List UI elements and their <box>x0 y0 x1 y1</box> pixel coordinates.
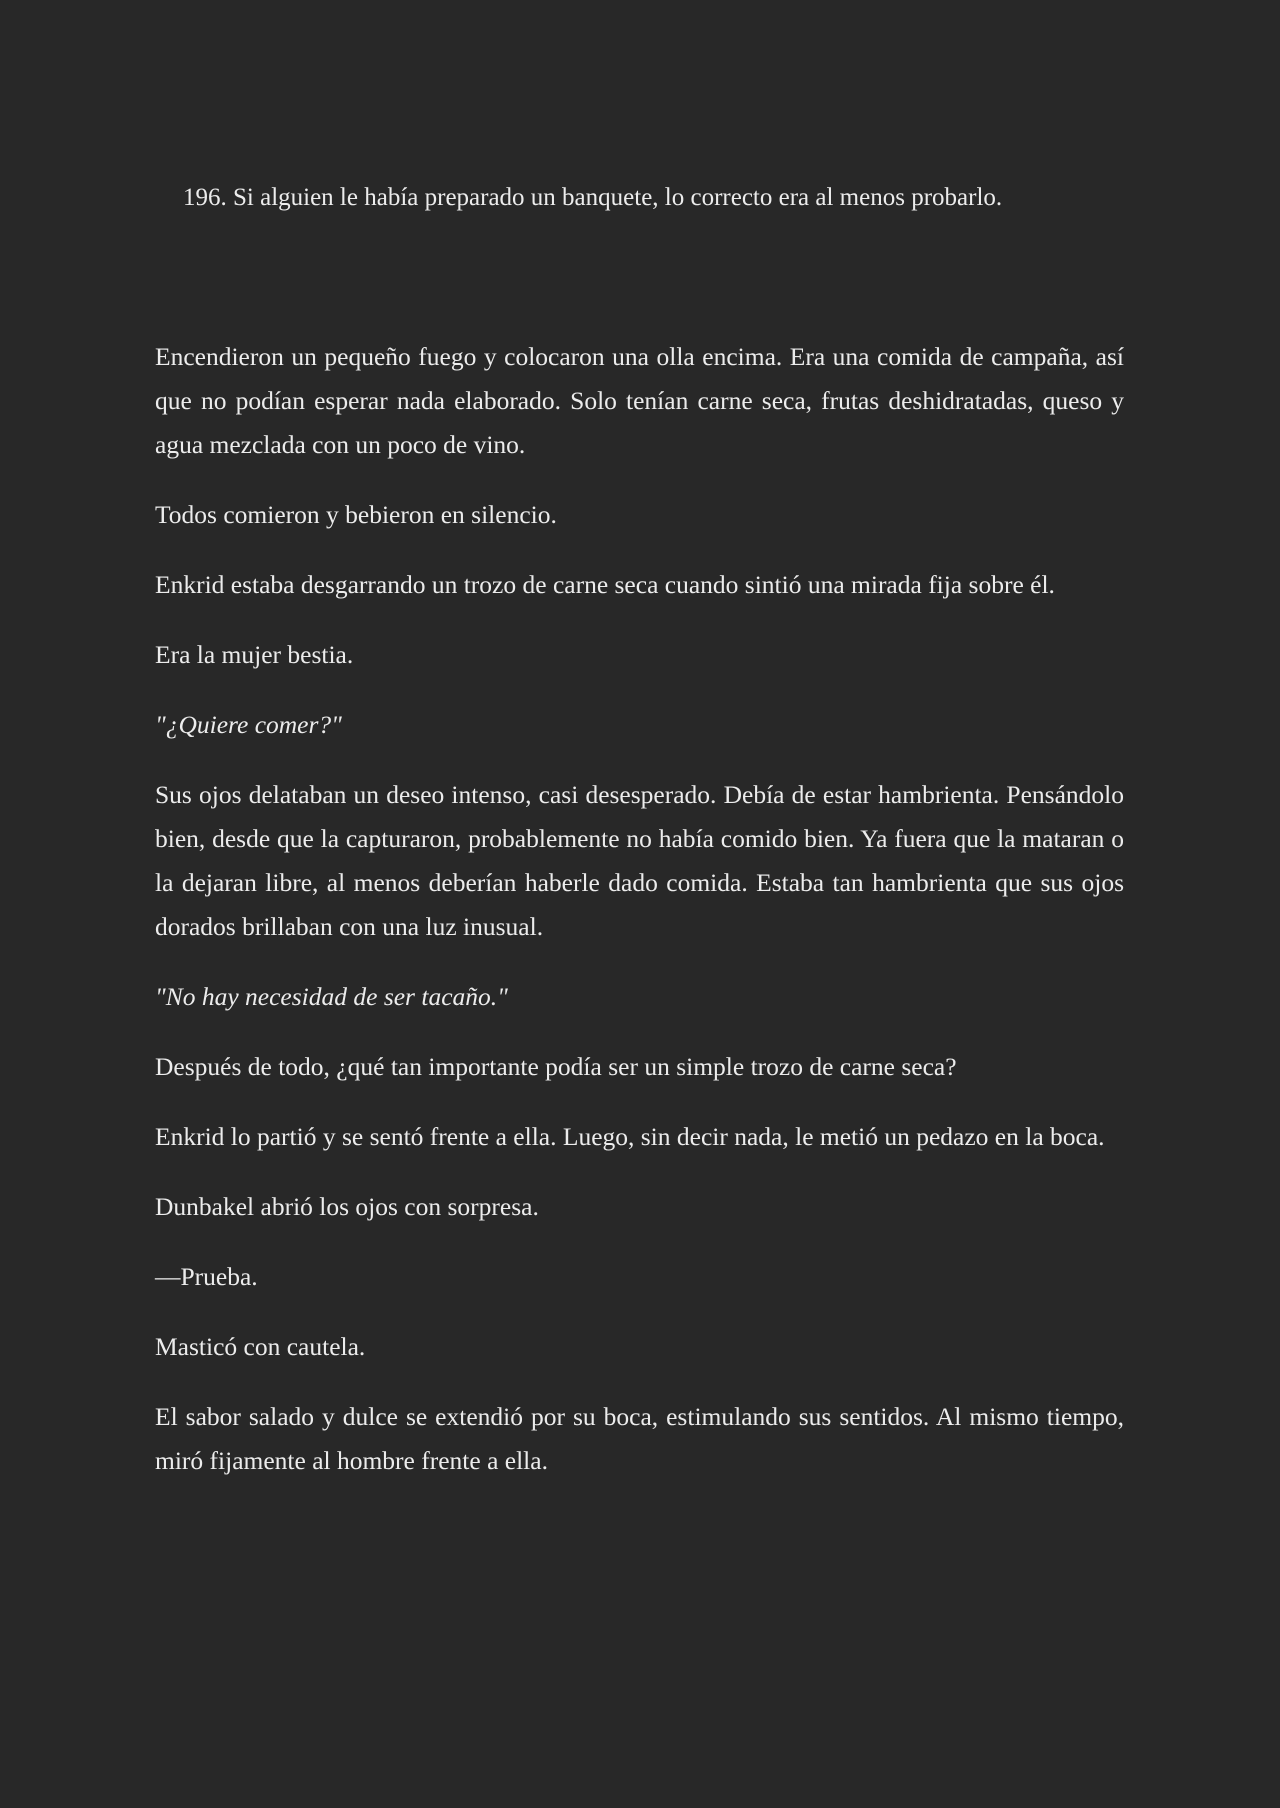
paragraph: Dunbakel abrió los ojos con sorpresa. <box>155 1192 539 1221</box>
paragraph: Encendieron un pequeño fuego y colocaron una olla encima. Era una comida de campaña, así que no podían esperar nada elaborado. Solo tenían carne seca, frutas deshidratadas, queso y agua mezclada con un poco de vino. <box>155 342 1124 459</box>
thought-paragraph: "No hay necesidad de ser tacaño." <box>155 982 508 1011</box>
chapter-body <box>155 335 1124 1509</box>
chapter-title: 196. Si alguien le había preparado un banquete, lo correcto era al menos probarlo. <box>183 184 1003 211</box>
paragraph: Después de todo, ¿qué tan importante podía ser un simple trozo de carne seca? <box>155 1052 957 1081</box>
paragraph: Enkrid lo partió y se sentó frente a ella. Luego, sin decir nada, le metió un pedazo en la boca. <box>155 1122 1105 1151</box>
thought-paragraph: "¿Quiere comer?" <box>155 710 342 739</box>
paragraph: Sus ojos delataban un deseo intenso, casi desesperado. Debía de estar hambrienta. Pensándolo bien, desde que la capturaron, probablemente no había comido bien. Ya fuera que la mataran o la dejaran libre, al menos deberían haberle dado comida. Estaba tan hambrienta que sus ojos dorados brillaban con una luz inusual. <box>155 780 1124 941</box>
paragraph: Todos comieron y bebieron en silencio. <box>155 500 557 529</box>
paragraph: Era la mujer bestia. <box>155 640 354 669</box>
paragraph: Enkrid estaba desgarrando un trozo de carne seca cuando sintió una mirada fija sobre él. <box>155 570 1055 599</box>
paragraph: Masticó con cautela. <box>155 1332 366 1361</box>
dialogue-paragraph: —Prueba. <box>155 1262 258 1291</box>
paragraph: El sabor salado y dulce se extendió por su boca, estimulando sus sentidos. Al mismo tiempo, miró fijamente al hombre frente a ella. <box>155 1402 1124 1475</box>
